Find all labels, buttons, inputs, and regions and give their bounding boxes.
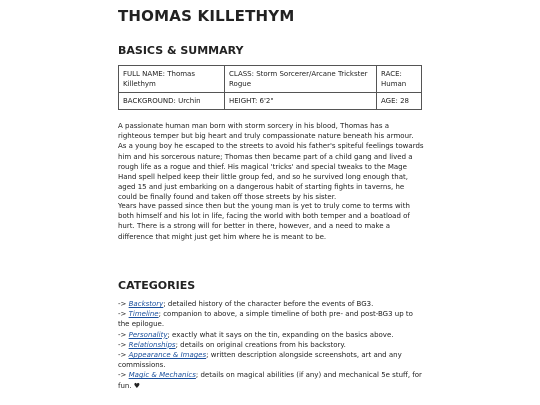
categories-list [118,299,424,391]
background-cell: BACKGROUND: Urchin [119,93,225,110]
backstory-link[interactable]: Backstory [128,300,164,308]
category-description: ; details on magical abilities (if any) and mechanical 5e stuff, for fun. ♥ [118,371,422,390]
arrow-prefix: -> [118,300,129,308]
list-item [118,299,424,309]
personality-link[interactable]: Personality [128,330,168,339]
category-description: ; companion to above, a simple timeline of both pre- and post-BG3 up to the epilogue. [118,310,413,329]
category-description: ; detailed history of the character before the events of BG3. [163,300,374,308]
summary-paragraph: A passionate human man born with storm sorcery in his blood, Thomas has a righteous temper but big heart and truly compassionate nature beneath his armour. As a young boy he escaped to the streets to avoid his father's spiteful feelings towards him and his sorcerous nature; Thomas then became part of a child gang and lived a rough life as a rogue and thief. His magical 'tricks' and special tweaks to the Mage Hand spell helped keep their little group fed, and so he survived long enough that, aged 15 and just embarking on a dangerous habit of starting fights in taverns, he could be finally found and taken off those streets by his sister. [118,122,424,202]
list-item [118,370,424,390]
height-cell: HEIGHT: 6'2" [225,93,377,110]
arrow-prefix: -> [118,371,129,380]
arrow-prefix: -> [118,330,129,339]
page-title: THOMAS KILLETHYM [118,7,295,25]
list-item [118,350,424,370]
list-item [118,330,424,340]
list-item [118,340,424,350]
category-description: ; written description alongside screenshots, art and any commissions. [118,351,402,370]
full-name-cell: FULL NAME: Thomas Killethym [119,66,225,93]
race-cell: RACE: Human [377,66,422,93]
timeline-link[interactable]: Timeline [128,310,159,319]
category-description: ; details on original creations from his backstory. [175,340,346,349]
table-row [119,66,422,93]
arrow-prefix: -> [118,340,129,349]
age-cell: AGE: 28 [377,93,422,110]
relationships-link[interactable]: Relationships [128,340,176,349]
class-cell: CLASS: Storm Sorcerer/Arcane Trickster Rogue [225,66,377,93]
categories-heading: CATEGORIES [118,279,196,292]
category-description: ; exactly what it says on the tin, expanding on the basics above. [167,330,394,339]
table-row [119,93,422,110]
summary-table [118,65,422,110]
arrow-prefix: -> [118,351,129,360]
list-item [118,309,424,329]
appearance-images-link[interactable]: Appearance & Images [128,351,207,360]
magic-mechanics-link[interactable]: Magic & Mechanics [128,371,196,380]
arrow-prefix: -> [118,310,129,319]
basics-heading: BASICS & SUMMARY [118,44,244,57]
summary-paragraph: Years have passed since then but the young man is yet to truly come to terms with both himself and his lot in life, facing the world with both temper and a boatload of hurt. There is a strong will for better in there, however, and a need to make a difference that might just get him where he is meant to be. [118,202,410,241]
